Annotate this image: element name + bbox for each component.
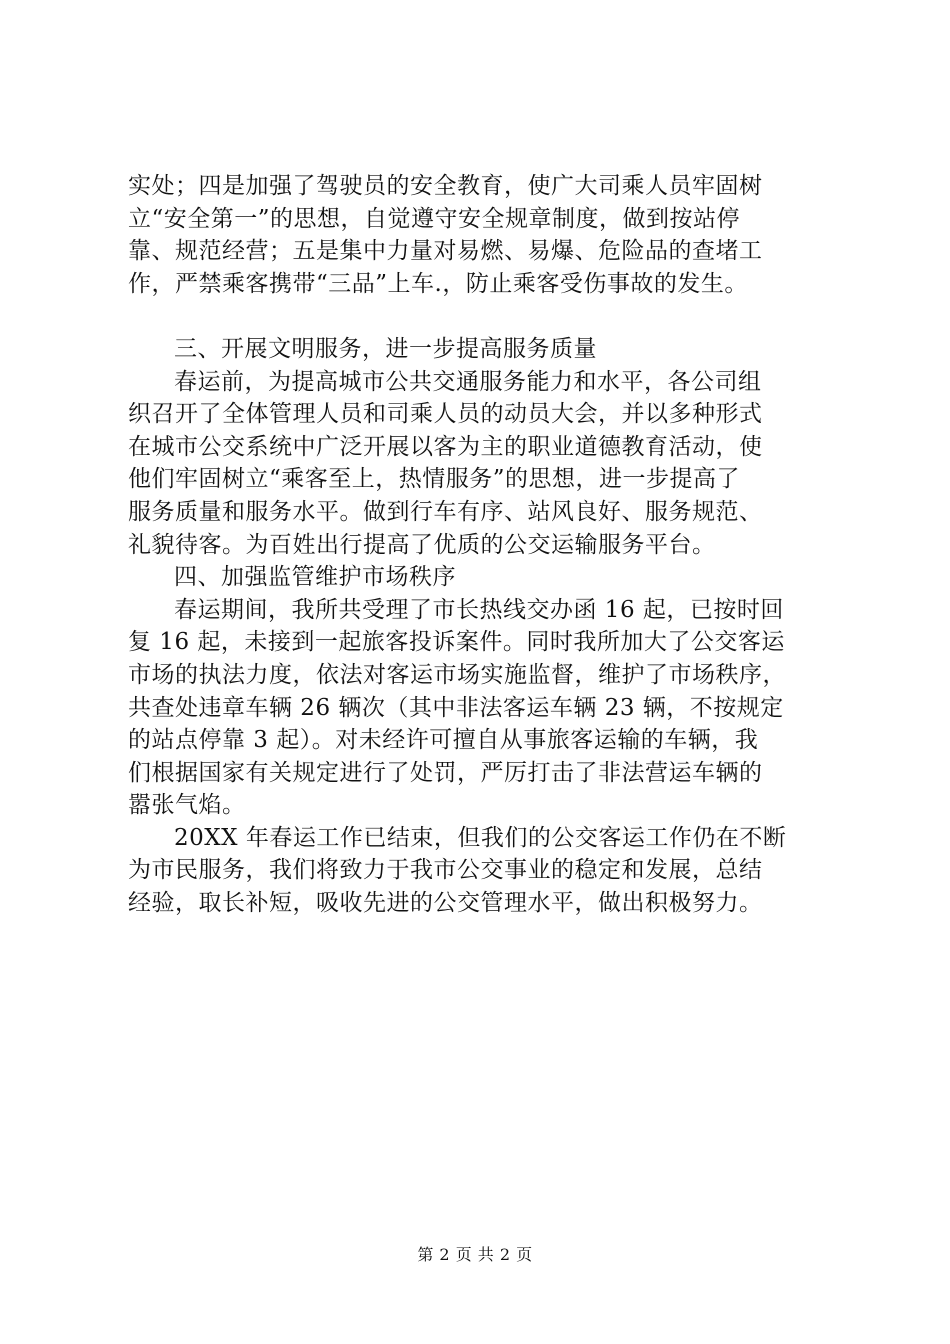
text-line: 市场的执法力度，依法对客运市场实施监督，维护了市场秩序， (128, 661, 786, 688)
text-line: 实处；四是加强了驾驶员的安全教育，使广大司乘人员牢固树 (128, 173, 763, 199)
text-line: 嚣张气焰。 (128, 792, 246, 819)
document-body (128, 170, 828, 920)
text-line: 为市民服务，我们将致力于我市公交事业的稳定和发展，总结 (128, 857, 763, 884)
text-line: 们根据国家有关规定进行了处罚，严厉打击了非法营运车辆的 (128, 759, 763, 786)
text-line: 共查处违章车辆 26 辆次（其中非法客运车辆 23 辆，不按规定 (128, 694, 784, 721)
text-line: 在城市公交系统中广泛开展以客为主的职业道德教育活动，使 (128, 433, 763, 460)
text-line: 他们牢固树立“乘客至上，热情服务”的思想，进一步提高了 (128, 466, 741, 493)
section-heading-3: 三、开展文明服务，进一步提高服务质量 (174, 335, 597, 362)
paragraph-spacer (128, 300, 828, 333)
text-line: 作，严禁乘客携带“三品”上车.，防止乘客受伤事故的发生。 (128, 270, 748, 297)
paragraph-1 (128, 170, 828, 300)
text-line: 经验，取长补短，吸收先进的公交管理水平，做出积极努力。 (128, 890, 763, 917)
section-heading-4: 四、加强监管维护市场秩序 (174, 564, 456, 591)
text-line: 礼貌待客。为百姓出行提高了优质的公交运输服务平台。 (128, 531, 716, 558)
text-line: 服务质量和服务水平。做到行车有序、站风良好、服务规范、 (128, 498, 763, 525)
text-line: 复 16 起，未接到一起旅客投诉案件。同时我所加大了公交客运 (128, 629, 785, 656)
text-line: 春运前，为提高城市公共交通服务能力和水平，各公司组 (174, 368, 762, 395)
text-line: 春运期间，我所共受理了市长热线交办函 16 起，已按时回 (174, 596, 784, 623)
text-line: 立“安全第一”的思想，自觉遵守安全规章制度，做到按站停 (128, 205, 741, 232)
paragraph-3 (128, 594, 828, 822)
text-line: 的站点停靠 3 起）。对未经许可擅自从事旅客运输的车辆，我 (128, 727, 759, 754)
paragraph-4 (128, 822, 828, 920)
text-line: 织召开了全体管理人员和司乘人员的动员大会，并以多种形式 (128, 401, 763, 428)
paragraph-2 (128, 366, 828, 562)
page-number-footer: 第 2 页 共 2 页 (417, 1245, 533, 1264)
text-line: 靠、规范经营；五是集中力量对易燃、易爆、危险品的查堵工 (128, 238, 763, 265)
text-line: 20XX 年春运工作已结束，但我们的公交客运工作仍在不断 (174, 824, 787, 851)
